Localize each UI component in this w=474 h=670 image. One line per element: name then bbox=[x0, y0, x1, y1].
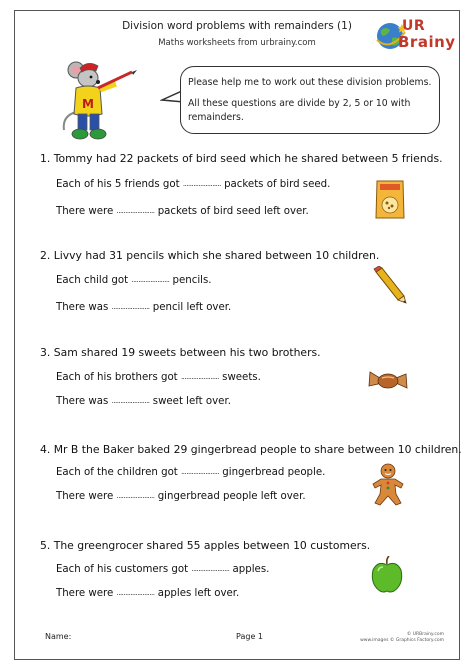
question-3-title: 3. Sam shared 19 sweets between his two brothers. bbox=[40, 346, 321, 359]
question-5-line-1 bbox=[56, 564, 269, 575]
question-5-line-2-prefix: There were bbox=[56, 588, 114, 599]
answer-blank[interactable]: ...................... bbox=[116, 589, 155, 597]
question-2-line-1 bbox=[56, 275, 212, 286]
question-4-line-2-suffix: gingerbread people left over. bbox=[157, 491, 306, 502]
apple-icon bbox=[370, 556, 404, 594]
question-5-line-2 bbox=[56, 588, 239, 599]
question-1-title: 1. Tommy had 22 packets of bird seed which he shared between 5 friends. bbox=[40, 152, 443, 165]
page-number: Page 1 bbox=[236, 632, 263, 641]
question-5-line-1-prefix: Each of his customers got bbox=[56, 564, 189, 575]
question-1-line-1 bbox=[56, 179, 330, 190]
question-2-line-2 bbox=[56, 302, 231, 313]
question-2-line-2-prefix: There was bbox=[56, 302, 109, 313]
answer-blank[interactable]: ...................... bbox=[180, 373, 219, 381]
answer-blank[interactable]: ...................... bbox=[182, 180, 221, 188]
credit-line-1: © URBrainy.com bbox=[406, 632, 444, 637]
speech-line-1: Please help me to work out these division problems. bbox=[188, 77, 432, 88]
question-3-line-2-suffix: sweet left over. bbox=[152, 396, 231, 407]
worksheet-title: Division word problems with remainders (1) bbox=[122, 20, 352, 32]
speech-line-2: All these questions are divide by 2, 5 or 10 with remainders. bbox=[188, 98, 411, 123]
question-3-line-2 bbox=[56, 396, 231, 407]
question-3-line-2-prefix: There was bbox=[56, 396, 109, 407]
answer-blank[interactable]: ...................... bbox=[116, 492, 155, 500]
answer-blank[interactable]: ...................... bbox=[111, 397, 150, 405]
pencil-icon bbox=[372, 266, 408, 304]
question-2-title: 2. Livvy had 31 pencils which she shared between 10 children. bbox=[40, 249, 380, 262]
question-3-line-1-prefix: Each of his brothers got bbox=[56, 372, 178, 383]
question-1-line-1-prefix: Each of his 5 friends got bbox=[56, 179, 180, 190]
question-4-line-2 bbox=[56, 491, 306, 502]
question-4-line-1 bbox=[56, 467, 325, 478]
question-5-title: 5. The greengrocer shared 55 apples between 10 customers. bbox=[40, 539, 371, 552]
question-1-line-1-suffix: packets of bird seed. bbox=[224, 179, 331, 190]
question-5-line-1-suffix: apples. bbox=[232, 564, 270, 575]
urbrainy-logo bbox=[372, 16, 456, 56]
bird-seed-packet-icon bbox=[374, 178, 406, 220]
question-4-line-1-prefix: Each of the children got bbox=[56, 467, 178, 478]
question-3-line-1 bbox=[56, 372, 261, 383]
name-label: Name: bbox=[45, 632, 72, 641]
copyright-credit bbox=[336, 632, 444, 644]
answer-blank[interactable]: ...................... bbox=[116, 207, 155, 215]
credit-line-2: www.images © Graphics Factory.com bbox=[360, 638, 444, 643]
question-2-line-1-prefix: Each child got bbox=[56, 275, 129, 286]
worksheet-subtitle: Maths worksheets from urbrainy.com bbox=[158, 38, 316, 48]
question-2-line-1-suffix: pencils. bbox=[172, 275, 212, 286]
question-1-line-2-prefix: There were bbox=[56, 206, 114, 217]
gingerbread-person-icon bbox=[370, 462, 406, 506]
logo-prefix: UR bbox=[402, 18, 426, 34]
question-4-line-1-suffix: gingerbread people. bbox=[222, 467, 326, 478]
mouse-mascot-icon bbox=[58, 58, 138, 144]
question-4-line-2-prefix: There were bbox=[56, 491, 114, 502]
question-1-line-2 bbox=[56, 206, 309, 217]
answer-blank[interactable]: ...................... bbox=[131, 276, 170, 284]
svg-text:M: M bbox=[82, 97, 94, 111]
question-1-line-2-suffix: packets of bird seed left over. bbox=[157, 206, 309, 217]
answer-blank[interactable]: ...................... bbox=[191, 565, 230, 573]
logo-text: Brainy bbox=[398, 33, 456, 51]
question-4-title: 4. Mr B the Baker baked 29 gingerbread people to share between 10 children. bbox=[40, 443, 462, 456]
sweet-icon bbox=[368, 366, 408, 394]
answer-blank[interactable]: ...................... bbox=[181, 468, 220, 476]
answer-blank[interactable]: ...................... bbox=[111, 303, 150, 311]
question-2-line-2-suffix: pencil left over. bbox=[152, 302, 232, 313]
question-3-line-1-suffix: sweets. bbox=[222, 372, 261, 383]
question-5-line-2-suffix: apples left over. bbox=[157, 588, 240, 599]
